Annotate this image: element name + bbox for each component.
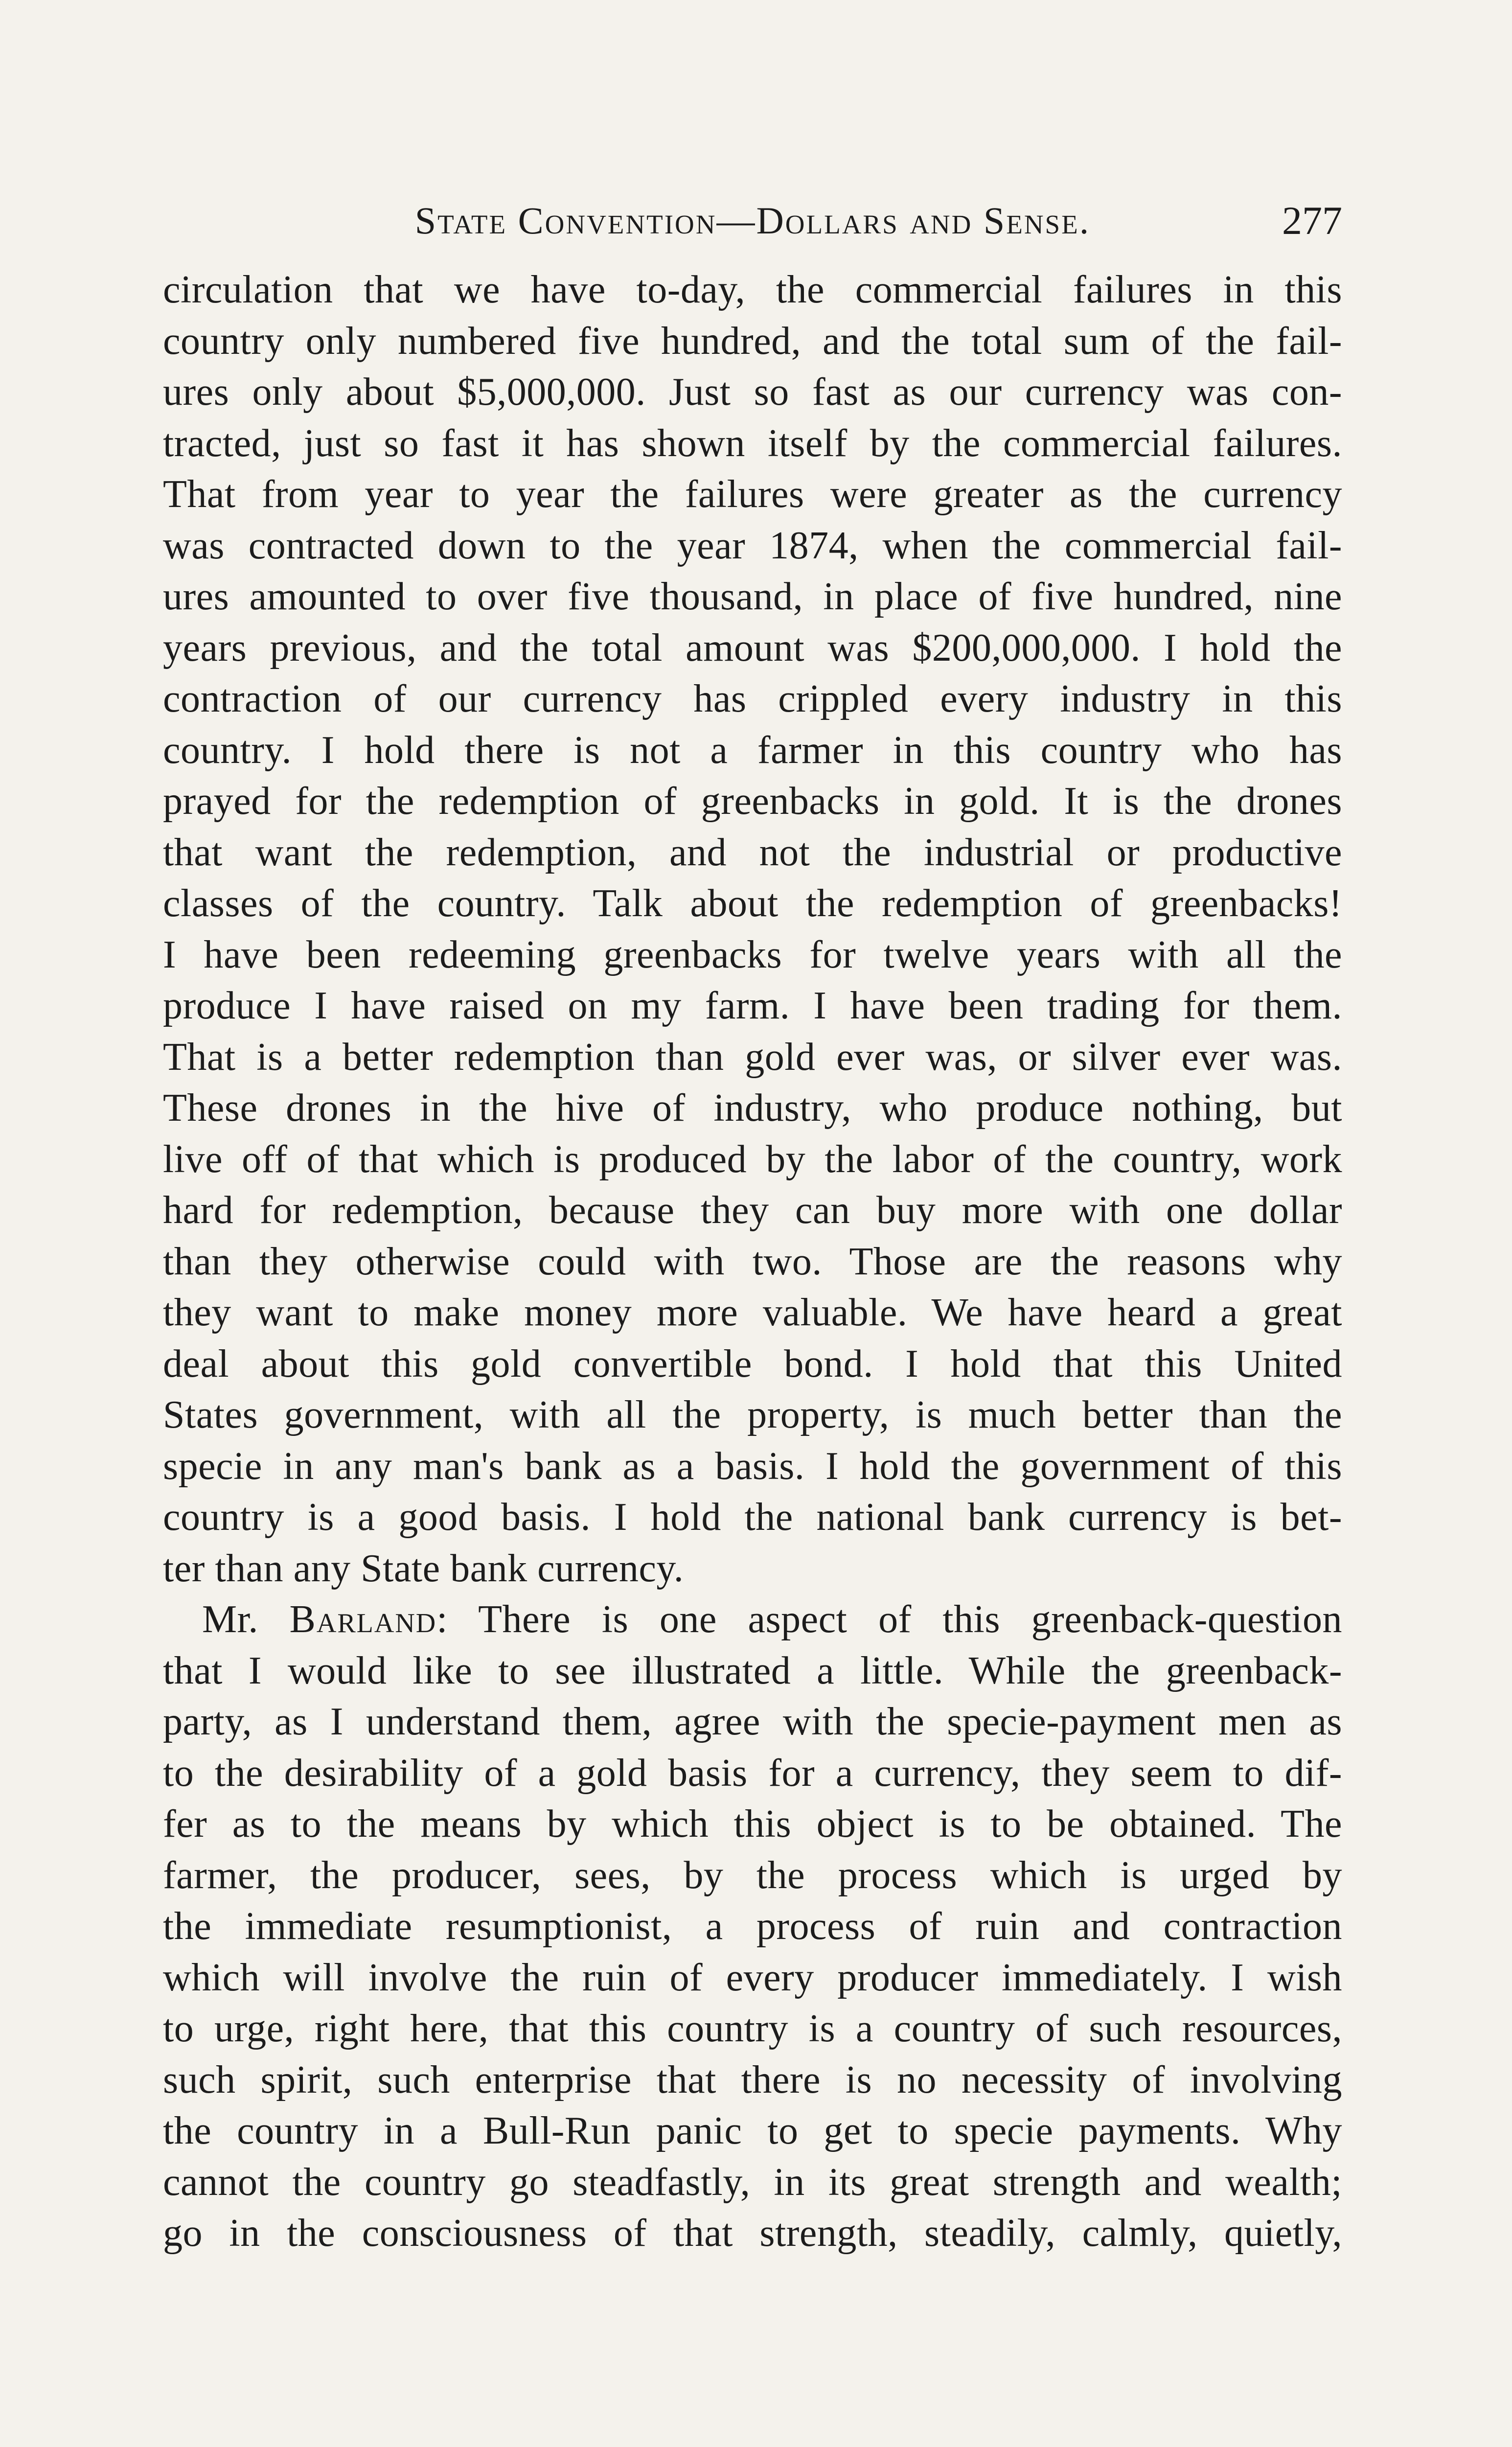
text-line: to the desirability of a gold basis for a currency, they seem to dif- [163, 1751, 1342, 1795]
text-line: was contracted down to the year 1874, when the commercial fail- [163, 524, 1342, 567]
page-number: 277 [1282, 198, 1342, 243]
text-line: States government, with all the property, is much better than the [163, 1393, 1342, 1436]
text-line: go in the consciousness of that strength, steadily, calmly, quietly, [163, 2212, 1342, 2255]
text-line: circulation that we have to-day, the commercial failures in this [163, 268, 1342, 311]
text-line: cannot the country go steadfastly, in its great strength and wealth; [163, 2160, 1342, 2204]
text-line: That is a better redemption than gold ever was, or silver ever was. [163, 1035, 1342, 1079]
body-text [163, 264, 1342, 2259]
speaker-prefix: Mr. [202, 1598, 290, 1641]
running-head: State Convention—Dollars and Sense. [414, 199, 1091, 242]
text-line: such spirit, such enterprise that there is no necessity of involving [163, 2058, 1342, 2101]
text-line: party, as I understand them, agree with the specie-payment men as [163, 1700, 1342, 1743]
text-line: ures only about $5,000,000. Just so fast as our currency was con- [163, 370, 1342, 414]
text-line: hard for redemption, because they can buy more with one dollar [163, 1189, 1342, 1232]
text-line: produce I have raised on my farm. I have been trading for them. [163, 984, 1342, 1027]
speaker-name: Barland [289, 1598, 437, 1641]
text-line: prayed for the redemption of greenbacks in gold. It is the drones [163, 780, 1342, 823]
text-line: live off of that which is produced by the labor of the country, work [163, 1137, 1342, 1181]
speaker-line-text: : There is one aspect of this greenback-question [436, 1598, 1343, 1641]
page-header [163, 194, 1342, 248]
text-line: to urge, right here, that this country is a country of such resources, [163, 2007, 1342, 2050]
speaker-line [163, 1594, 1342, 1645]
text-line: the country in a Bull-Run panic to get to specie payments. Why [163, 2109, 1342, 2152]
text-line: that want the redemption, and not the industrial or productive [163, 831, 1342, 874]
text-line: country. I hold there is not a farmer in this country who has [163, 728, 1342, 772]
text-line: contraction of our currency has crippled every industry in this [163, 677, 1342, 720]
text-line: fer as to the means by which this object is to be obtained. The [163, 1802, 1342, 1846]
text-line: deal about this gold convertible bond. I hold that this United [163, 1342, 1342, 1385]
text-line: years previous, and the total amount was $200,000,000. I hold the [163, 626, 1342, 669]
text-line: These drones in the hive of industry, who produce nothing, but [163, 1086, 1342, 1130]
text-line: than they otherwise could with two. Those are the reasons why [163, 1240, 1342, 1283]
paragraph-continuation [163, 264, 1342, 1594]
text-line: ter than any State bank currency. [163, 1547, 684, 1590]
text-line: the immediate resumptionist, a process of ruin and contraction [163, 1905, 1342, 1948]
text-line: which will involve the ruin of every producer immediately. I wish [163, 1956, 1342, 1999]
text-line: country is a good basis. I hold the national bank currency is bet- [163, 1496, 1342, 1539]
text-line: That from year to year the failures were greater as the currency [163, 473, 1342, 516]
text-line: that I would like to see illustrated a little. While the greenback- [163, 1649, 1342, 1692]
text-line: farmer, the producer, sees, by the process which is urged by [163, 1853, 1342, 1897]
text-line: tracted, just so fast it has shown itself by the commercial failures. [163, 421, 1342, 465]
paragraph-barland [163, 1594, 1342, 2259]
text-line: classes of the country. Talk about the redemption of greenbacks! [163, 882, 1342, 925]
text-line: specie in any man's bank as a basis. I hold the government of this [163, 1444, 1342, 1488]
text-line: ures amounted to over five thousand, in place of five hundred, nine [163, 575, 1342, 618]
text-line: I have been redeeming greenbacks for twelve years with all the [163, 933, 1342, 976]
text-line: country only numbered five hundred, and the total sum of the fail- [163, 319, 1342, 363]
text-line: they want to make money more valuable. We have heard a great [163, 1291, 1342, 1334]
